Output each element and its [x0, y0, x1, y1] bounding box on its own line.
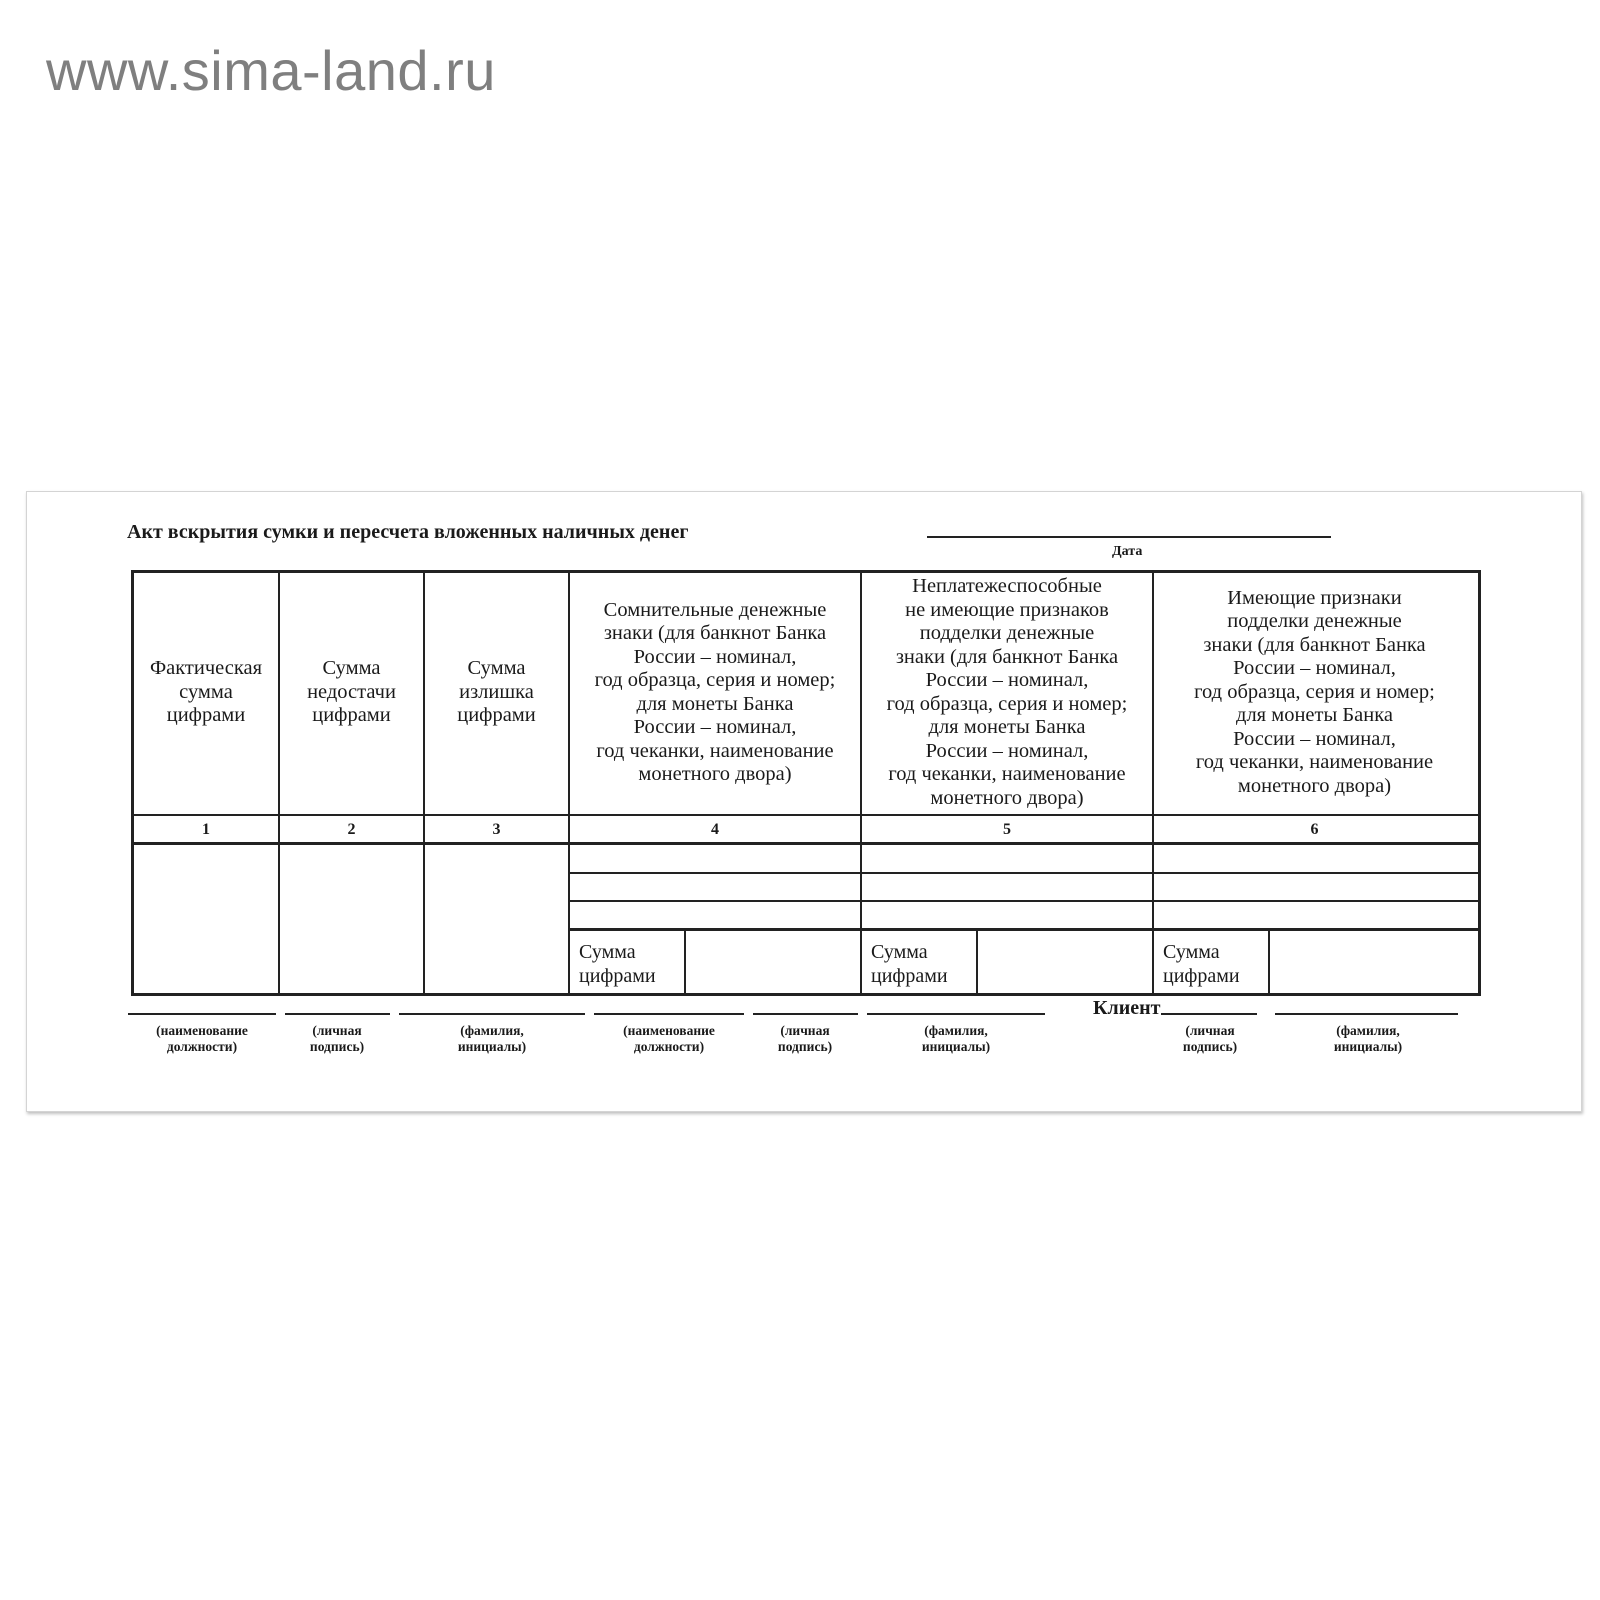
col-header-actual-sum: Фактическая сумма цифрами [149, 657, 263, 727]
col-header-shortage: Сумма недостачи цифрами [307, 657, 396, 727]
signature-line [128, 1013, 276, 1015]
client-label: Клиент [1093, 997, 1161, 1019]
col-header-insolvent: Неплатежеспособные не имеющие признаков подделки денежные знаки (для банкнот Банка России – номинал, год образца, серия и номер; для монеты Банка России – номинал, год чеканки, наименование монетного двора) [886, 575, 1128, 809]
col-header-surplus: Сумма излишка цифрами [457, 657, 536, 727]
sum-label: Сумма цифрами [1163, 941, 1240, 987]
col-number: 2 [347, 821, 356, 838]
cash-bag-opening-form [26, 491, 1582, 1112]
signature-line [867, 1013, 1045, 1015]
col-number: 3 [492, 821, 501, 838]
signature-line [753, 1013, 858, 1015]
col-number: 1 [202, 821, 210, 838]
caption-position: (наименование должности) [156, 1023, 248, 1054]
sum-label: Сумма цифрами [579, 941, 656, 987]
col-header-doubtful: Сомнительные денежные знаки (для банкнот Банка России – номинал, год образца, серия и номер; для монеты Банка России – номинал, год чеканки, наименование монетного двора) [594, 598, 836, 785]
caption-name: (фамилия, инициалы) [457, 1023, 527, 1054]
sum-cell-divider [976, 928, 978, 993]
form-table [131, 570, 1479, 994]
sum-cell-divider [684, 928, 686, 993]
signature-line [1275, 1013, 1458, 1015]
col-number: 6 [1310, 821, 1319, 838]
caption-client-name: (фамилия, инициалы) [1333, 1023, 1403, 1054]
watermark-url: www.sima-land.ru [46, 39, 496, 102]
caption-signature: (личная подпись) [309, 1023, 365, 1054]
caption-position: (наименование должности) [623, 1023, 715, 1054]
signature-line [594, 1013, 744, 1015]
sum-cell-divider [1268, 928, 1270, 993]
col-header-counterfeit: Имеющие признаки подделки денежные знаки (для банкнот Банка России – номинал, год образца, серия и номер; для монеты Банка России – номинал, год чеканки, наименование монетного двора) [1194, 586, 1435, 797]
caption-signature: (личная подпись) [777, 1023, 833, 1054]
caption-client-signature: (личная подпись) [1182, 1023, 1238, 1054]
sum-label: Сумма цифрами [871, 941, 948, 987]
col-number: 5 [1003, 821, 1011, 838]
sum-row-divider [568, 928, 1478, 931]
entry-line [568, 872, 1478, 874]
signature-line [285, 1013, 390, 1015]
entry-line [568, 900, 1478, 902]
signature-line [399, 1013, 585, 1015]
col-number: 4 [711, 821, 719, 838]
caption-name: (фамилия, инициалы) [921, 1023, 991, 1054]
date-label: Дата [1112, 544, 1143, 559]
form-title: Акт вскрытия сумки и пересчета вложенных наличных денег [127, 521, 689, 543]
signature-line [1161, 1013, 1257, 1015]
date-field-line [927, 536, 1331, 538]
